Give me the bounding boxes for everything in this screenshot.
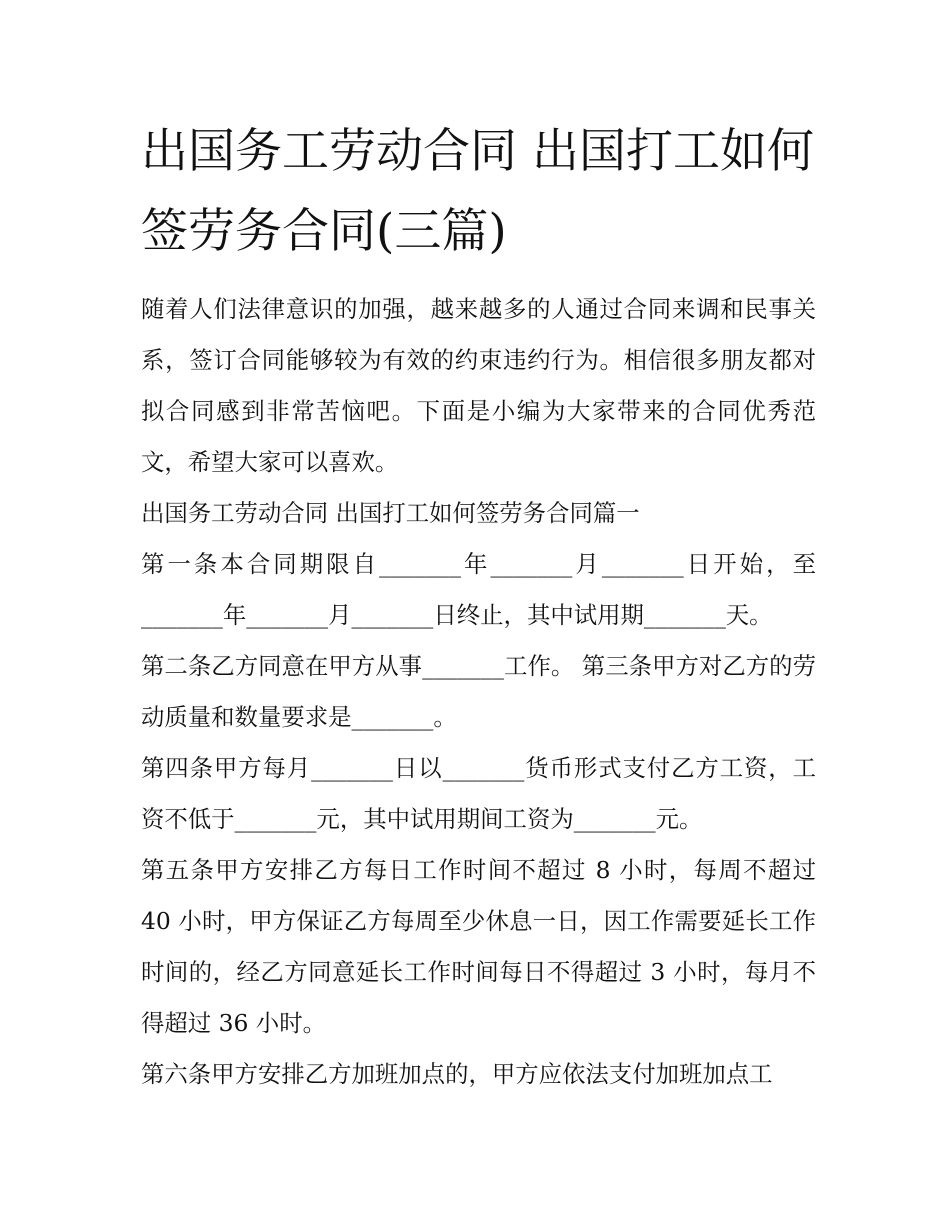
clause-4: 第四条甲方每月_______日以_______货币形式支付乙方工资，工资不低于_______元，其中试用期间工资为_______元。 — [141, 754, 816, 833]
clause-6: 第六条甲方安排乙方加班加点的，甲方应依法支付加班加点工 — [141, 1060, 773, 1088]
clause-2-3: 第二条乙方同意在甲方从事_______工作。 第三条甲方对乙方的劳动质量和数量要求是_______。 — [141, 652, 816, 731]
document-page — [141, 112, 816, 1100]
intro-paragraph: 随着人们法律意识的加强，越来越多的人通过合同来调和民事关系，签订合同能够较为有效的约束违约行为。相信很多朋友都对拟合同感到非常苦恼吧。下面是小编为大家带来的合同优秀范文，希望大家可以喜欢。 — [141, 295, 816, 476]
clause-5: 第五条甲方安排乙方每日工作时间不超过 8 小时，每周不超过 40 小时，甲方保证乙方每周至少休息一日，因工作需要延长工作时间的，经乙方同意延长工作时间每日不得超过 3 小时，每月不得超过 36 小时。 — [141, 856, 816, 1037]
section-heading: 出国务工劳动合同 出国打工如何签劳务合同篇一 — [141, 499, 640, 527]
document-title: 出国务工劳动合同 出国打工如何签劳务合同(三篇) — [141, 124, 814, 259]
clause-1: 第一条本合同期限自_______年_______月_______日开始，至_______年_______月_______日终止，其中试用期_______天。 — [141, 550, 816, 629]
